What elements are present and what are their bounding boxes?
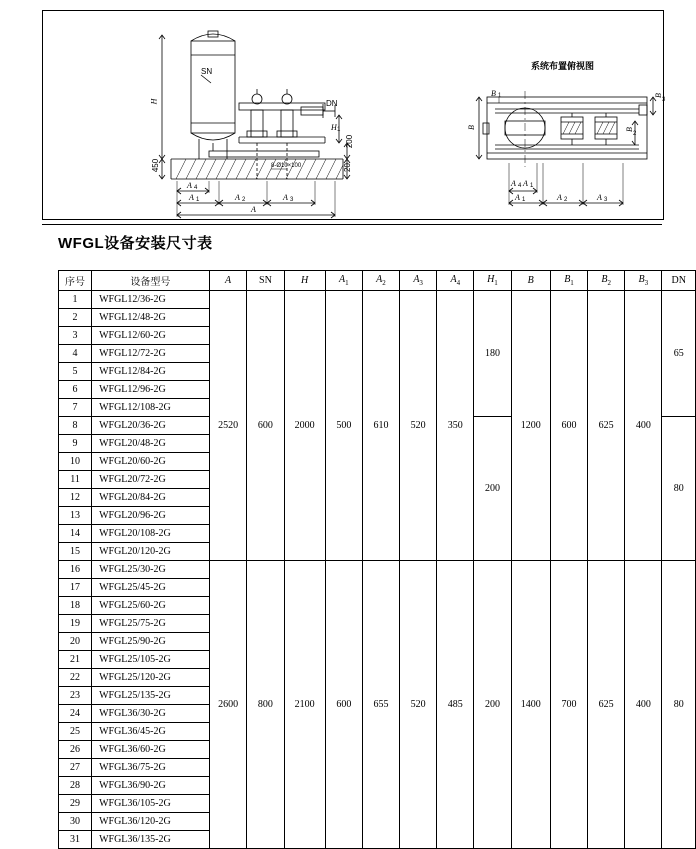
cell-model: WFGL36/90-2G bbox=[92, 777, 210, 795]
th-SN: SN bbox=[247, 271, 284, 291]
cell-DN-b: 80 bbox=[662, 417, 696, 561]
cell-model: WFGL12/96-2G bbox=[92, 381, 210, 399]
cell-no: 22 bbox=[59, 669, 92, 687]
cell-model: WFGL20/108-2G bbox=[92, 525, 210, 543]
th-A: A bbox=[209, 271, 247, 291]
th-B2: $B_2$ bbox=[588, 271, 625, 291]
cell-model: WFGL25/45-2G bbox=[92, 579, 210, 597]
cell-model: WFGL12/108-2G bbox=[92, 399, 210, 417]
label-A4: A bbox=[187, 181, 192, 190]
cell-A3-g2: 520 bbox=[400, 561, 437, 849]
th-H: H bbox=[284, 271, 325, 291]
label-20: 20 bbox=[342, 163, 352, 172]
cell-no: 30 bbox=[59, 813, 92, 831]
cell-B-g2: 1400 bbox=[511, 561, 550, 849]
label-A2: A bbox=[235, 193, 240, 202]
dimension-table-wrap bbox=[58, 270, 696, 849]
label-bolt-note: 8-Ø10×100 bbox=[271, 163, 302, 169]
cell-model: WFGL36/60-2G bbox=[92, 741, 210, 759]
th-B1: $B_1$ bbox=[550, 271, 587, 291]
cell-B2-g1: 625 bbox=[588, 291, 625, 561]
cell-H-g2: 2100 bbox=[284, 561, 325, 849]
label-H: H bbox=[149, 98, 159, 105]
label-r-A4-sub: 4 bbox=[518, 183, 522, 189]
cell-model: WFGL12/72-2G bbox=[92, 345, 210, 363]
th-A1: $A_1$ bbox=[325, 271, 362, 291]
cell-model: WFGL20/72-2G bbox=[92, 471, 210, 489]
table-row bbox=[59, 291, 696, 309]
cell-model: WFGL36/120-2G bbox=[92, 813, 210, 831]
diagram-inner bbox=[43, 11, 666, 219]
cell-no: 23 bbox=[59, 687, 92, 705]
cell-model: WFGL25/120-2G bbox=[92, 669, 210, 687]
label-r-A1x-sub: 1 bbox=[530, 183, 534, 189]
label-r-A3: A bbox=[597, 193, 602, 202]
label-B2: B bbox=[624, 127, 634, 132]
cell-no: 25 bbox=[59, 723, 92, 741]
cell-model: WFGL36/105-2G bbox=[92, 795, 210, 813]
cell-no: 12 bbox=[59, 489, 92, 507]
cell-A2-g1: 610 bbox=[362, 291, 399, 561]
cell-model: WFGL25/60-2G bbox=[92, 597, 210, 615]
cell-no: 5 bbox=[59, 363, 92, 381]
cell-no: 8 bbox=[59, 417, 92, 435]
cell-model: WFGL12/48-2G bbox=[92, 309, 210, 327]
label-B3: B bbox=[653, 93, 663, 98]
cell-A-g1: 2520 bbox=[209, 291, 247, 561]
cell-model: WFGL20/84-2G bbox=[92, 489, 210, 507]
cell-no: 20 bbox=[59, 633, 92, 651]
cell-no: 27 bbox=[59, 759, 92, 777]
diagram-panel bbox=[42, 10, 664, 220]
cell-SN-g1: 600 bbox=[247, 291, 284, 561]
cell-B1-g1: 600 bbox=[550, 291, 587, 561]
cell-no: 31 bbox=[59, 831, 92, 849]
cell-no: 15 bbox=[59, 543, 92, 561]
label-r-A1x: A bbox=[523, 179, 528, 188]
cell-no: 10 bbox=[59, 453, 92, 471]
cell-no: 3 bbox=[59, 327, 92, 345]
label-SN: SN bbox=[201, 67, 213, 76]
cell-A-g2: 2600 bbox=[209, 561, 247, 849]
cell-H1-a: 180 bbox=[474, 291, 511, 417]
th-A3: $A_3$ bbox=[400, 271, 437, 291]
label-r-A1: A bbox=[515, 193, 520, 202]
cell-no: 19 bbox=[59, 615, 92, 633]
cell-no: 13 bbox=[59, 507, 92, 525]
cell-B2-g2: 625 bbox=[588, 561, 625, 849]
cell-no: 26 bbox=[59, 741, 92, 759]
th-B: B bbox=[511, 271, 550, 291]
cell-model: WFGL36/45-2G bbox=[92, 723, 210, 741]
label-r-A1-sub: 1 bbox=[522, 197, 526, 203]
cell-model: WFGL25/90-2G bbox=[92, 633, 210, 651]
cell-H1-b: 200 bbox=[474, 417, 511, 561]
cell-model: WFGL20/120-2G bbox=[92, 543, 210, 561]
cell-model: WFGL20/60-2G bbox=[92, 453, 210, 471]
label-B: B bbox=[466, 125, 476, 130]
cell-DN-g2: 80 bbox=[662, 561, 696, 849]
label-A3: A bbox=[283, 193, 288, 202]
cell-no: 1 bbox=[59, 291, 92, 309]
label-B2-sub: 2 bbox=[633, 131, 637, 137]
section-divider bbox=[42, 224, 662, 225]
cell-H-g1: 2000 bbox=[284, 291, 325, 561]
cell-model: WFGL36/75-2G bbox=[92, 759, 210, 777]
cell-model: WFGL20/96-2G bbox=[92, 507, 210, 525]
dimension-table bbox=[58, 270, 696, 849]
cell-model: WFGL36/30-2G bbox=[92, 705, 210, 723]
page-title: WFGL设备安装尺寸表 bbox=[58, 235, 213, 252]
cell-A4-g1: 350 bbox=[437, 291, 474, 561]
cell-model: WFGL25/30-2G bbox=[92, 561, 210, 579]
cell-B3-g2: 400 bbox=[625, 561, 662, 849]
cell-model: WFGL36/135-2G bbox=[92, 831, 210, 849]
cell-no: 28 bbox=[59, 777, 92, 795]
label-A3-sub: 3 bbox=[290, 197, 294, 203]
cell-no: 29 bbox=[59, 795, 92, 813]
cell-no: 14 bbox=[59, 525, 92, 543]
cell-no: 17 bbox=[59, 579, 92, 597]
th-A2: $A_2$ bbox=[362, 271, 399, 291]
label-A1-sub: 1 bbox=[196, 197, 200, 203]
label-200: 200 bbox=[345, 134, 355, 149]
cell-B3-g1: 400 bbox=[625, 291, 662, 561]
table-header-row bbox=[59, 271, 696, 291]
cell-no: 11 bbox=[59, 471, 92, 489]
th-no: 序号 bbox=[59, 271, 92, 291]
cell-no: 24 bbox=[59, 705, 92, 723]
cell-model: WFGL20/48-2G bbox=[92, 435, 210, 453]
cell-no: 4 bbox=[59, 345, 92, 363]
cell-B-g1: 1200 bbox=[511, 291, 550, 561]
label-r-A3-sub: 3 bbox=[604, 197, 608, 203]
label-r-A2-sub: 2 bbox=[564, 197, 568, 203]
label-r-A2: A bbox=[557, 193, 562, 202]
th-A4: $A_4$ bbox=[437, 271, 474, 291]
cell-A2-g2: 655 bbox=[362, 561, 399, 849]
cell-no: 21 bbox=[59, 651, 92, 669]
th-B3: $B_3$ bbox=[625, 271, 662, 291]
plan-view-title: 系统布置俯视图 bbox=[531, 61, 595, 71]
cell-A1-g2: 600 bbox=[325, 561, 362, 849]
cell-model: WFGL25/75-2G bbox=[92, 615, 210, 633]
cell-A3-g1: 520 bbox=[400, 291, 437, 561]
cell-no: 9 bbox=[59, 435, 92, 453]
th-DN: DN bbox=[662, 271, 696, 291]
cell-no: 16 bbox=[59, 561, 92, 579]
label-450: 450 bbox=[151, 158, 161, 173]
th-model: 设备型号 bbox=[92, 271, 210, 291]
th-H1: $H_1$ bbox=[474, 271, 511, 291]
label-H1-sub: 1 bbox=[337, 127, 341, 133]
label-A-total: A bbox=[251, 205, 256, 214]
cell-A4-g2: 485 bbox=[437, 561, 474, 849]
cell-model: WFGL12/60-2G bbox=[92, 327, 210, 345]
cell-no: 6 bbox=[59, 381, 92, 399]
label-A4-sub: 4 bbox=[194, 185, 198, 191]
cell-no: 2 bbox=[59, 309, 92, 327]
label-r-A4: A bbox=[511, 179, 516, 188]
cell-model: WFGL25/105-2G bbox=[92, 651, 210, 669]
label-B1-sub: 1 bbox=[498, 93, 502, 99]
label-B3-sub: 3 bbox=[662, 97, 666, 103]
label-A1: A bbox=[189, 193, 194, 202]
cell-model: WFGL20/36-2G bbox=[92, 417, 210, 435]
equipment-layout-drawing bbox=[43, 11, 666, 219]
cell-model: WFGL12/36-2G bbox=[92, 291, 210, 309]
cell-no: 18 bbox=[59, 597, 92, 615]
label-B1: B bbox=[491, 89, 496, 98]
cell-A1-g1: 500 bbox=[325, 291, 362, 561]
cell-DN-a: 65 bbox=[662, 291, 696, 417]
cell-SN-g2: 800 bbox=[247, 561, 284, 849]
label-H1: H bbox=[331, 123, 337, 132]
label-A2-sub: 2 bbox=[242, 197, 246, 203]
cell-B1-g2: 700 bbox=[550, 561, 587, 849]
label-DN: DN bbox=[326, 99, 338, 108]
cell-model: WFGL12/84-2G bbox=[92, 363, 210, 381]
table-row bbox=[59, 561, 696, 579]
cell-model: WFGL25/135-2G bbox=[92, 687, 210, 705]
cell-H1-g2: 200 bbox=[474, 561, 511, 849]
cell-no: 7 bbox=[59, 399, 92, 417]
